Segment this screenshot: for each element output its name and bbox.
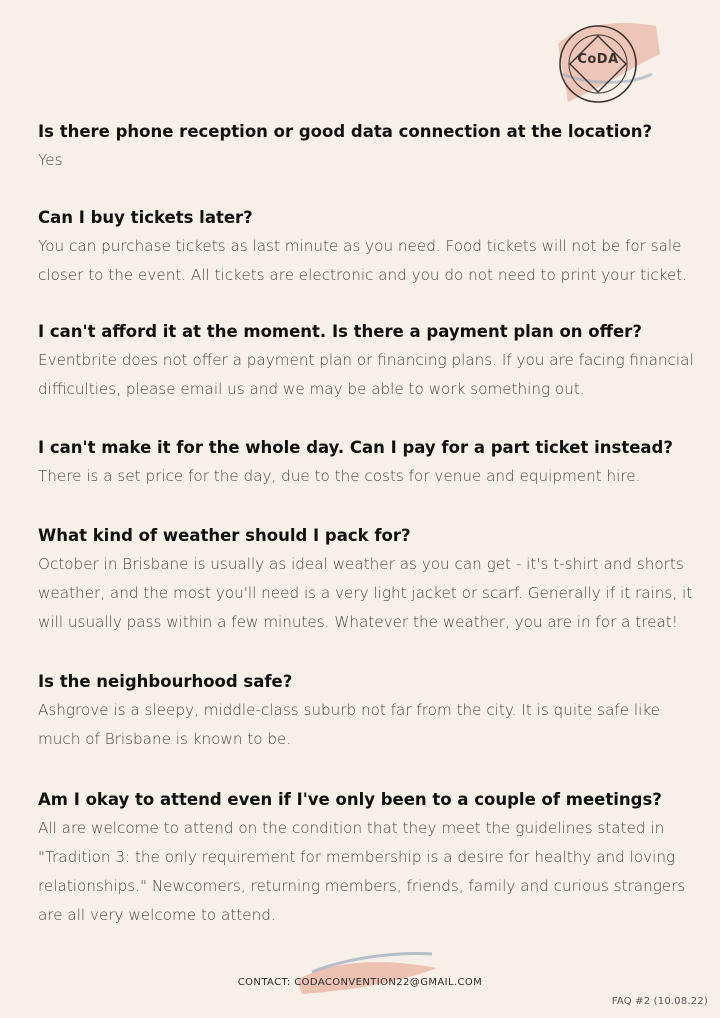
faq-item	[38, 320, 698, 404]
faq-answer: There is a set price for the day, due to the costs for venue and equipment hire.	[38, 467, 641, 485]
faq-item	[38, 788, 698, 930]
faq-question: Is there phone reception or good data connection at the location?	[38, 122, 653, 141]
logo-text: CoDA	[577, 52, 619, 67]
faq-item	[38, 120, 698, 175]
faq-question: I can't afford it at the moment. Is there a payment plan on offer?	[38, 322, 642, 341]
faq-answer: Yes	[38, 151, 63, 169]
faq-question: What kind of weather should I pack for?	[38, 526, 411, 545]
faq-answer: You can purchase tickets as last minute as you need. Food tickets will not be for sale closer to the event. All tickets are electronic and you do not need to print your ticket.	[38, 237, 688, 284]
faq-question: Am I okay to attend even if I've only been to a couple of meetings?	[38, 790, 662, 809]
brush-stroke-decoration	[292, 950, 442, 998]
faq-question: Is the neighbourhood safe?	[38, 672, 293, 691]
faq-item	[38, 670, 698, 754]
faq-id-label: FAQ #2 (10.08.22)	[611, 996, 708, 1007]
faq-answer: Ashgrove is a sleepy, middle-class suburb not far from the city. It is quite safe like much of Brisbane is known to be.	[38, 701, 660, 748]
faq-question: I can't make it for the whole day. Can I pay for a part ticket instead?	[38, 438, 673, 457]
faq-question: Can I buy tickets later?	[38, 208, 253, 227]
faq-item	[38, 436, 698, 491]
faq-answer: October in Brisbane is usually as ideal weather as you can get - it's t-shirt and shorts weather, and the most you'll need is a very light jacket or scarf. Generally if it rains, it will usually pass within a few minutes. Whatever the weather, you are in for a treat!	[38, 555, 693, 631]
faq-answer: Eventbrite does not offer a payment plan or financing plans. If you are facing financial difficulties, please email us and we may be able to work something out.	[38, 351, 694, 398]
faq-answer: All are welcome to attend on the condition that they meet the guidelines stated in "Tradition 3: the only requirement for membership is a desire for healthy and loving relationships." Newcomers, returning members, friends, family and curious strangers are all very welcome to attend.	[38, 819, 686, 924]
coda-logo	[548, 14, 668, 110]
faq-item	[38, 206, 698, 290]
contact-email: CONTACT: CODACONVENTION22@GMAIL.COM	[237, 977, 483, 988]
faq-item	[38, 524, 698, 637]
